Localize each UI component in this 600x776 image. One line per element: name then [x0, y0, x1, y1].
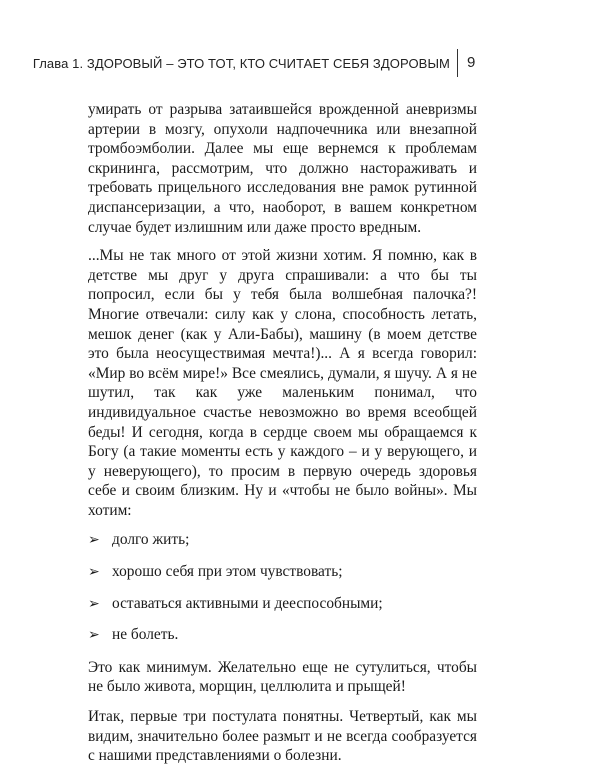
paragraph-4: Итак, первые три постулата понятны. Четвертый, как мы видим, значительно более размыт и не всегда сообразуется с нашими представлениями о болезни. [88, 708, 477, 765]
paragraph-3: Это как минимум. Желательно еще не сутулиться, чтобы не было живота, морщин, целлюлита и прыщей! [88, 658, 477, 696]
running-title: Глава 1. ЗДОРОВЫЙ – ЭТО ТОТ, КТО СЧИТАЕТ СЕБЯ ЗДОРОВЫМ [32, 56, 450, 71]
arrowhead-bullet-icon: ➢ [88, 532, 100, 549]
list-item [88, 562, 477, 583]
arrowhead-bullet-icon: ➢ [88, 564, 100, 581]
page-body [88, 100, 477, 776]
running-header [0, 49, 600, 79]
list-item-text: не болеть. [112, 626, 179, 644]
list-item-text: долго жить; [112, 531, 190, 549]
list-item [88, 625, 477, 646]
arrowhead-bullet-icon: ➢ [88, 627, 100, 644]
list-item-text: оставаться активными и дееспособными; [112, 594, 383, 612]
page-number: 9 [467, 54, 476, 71]
arrowhead-bullet-icon: ➢ [88, 595, 100, 612]
bullet-list [88, 530, 477, 645]
header-divider [457, 49, 458, 77]
list-item [88, 594, 477, 615]
paragraph-1: умирать от разрыва затаившейся врожденной аневризмы артерии в мозгу, опухоли надпочечника или внезапной тромбоэмболии. Далее мы еще вернемся к проблемам скрининга, рассмотрим, что должно настораживать и требовать прицельного исследования вне рамок рутинной диспансеризации, а что, наоборот, в вашем конкретном случае будет излишним или даже просто вредным. [88, 101, 477, 236]
paragraph-2: ...Мы не так много от этой жизни хотим. Я помню, как в детстве мы друг у друга спрашивали: а что бы ты попросил, если бы у тебя была волшебная палочка?! Многие отвечали: силу как у слона, способность летать, мешок денег (как у Али-Бабы), машину (в моем детстве это была неосуществимая мечта!)... А я всегда говорил: «Мир во всём мире!» Все смеялись, думали, я шучу. А я не шутил, так как уже маленьким понимал, что индивидуальное счастье невозможно во время всеобщей беды! И сегодня, когда в сердце своем мы обращаемся к Богу (а такие моменты есть у каждого – и у верующего, и у неверующего), то просим в первую очередь здоровья себе и своим близким. Ну и «чтобы не было войны». Мы хотим: [88, 247, 477, 519]
list-item [88, 530, 477, 551]
list-item-text: хорошо себя при этом чувствовать; [112, 563, 343, 581]
